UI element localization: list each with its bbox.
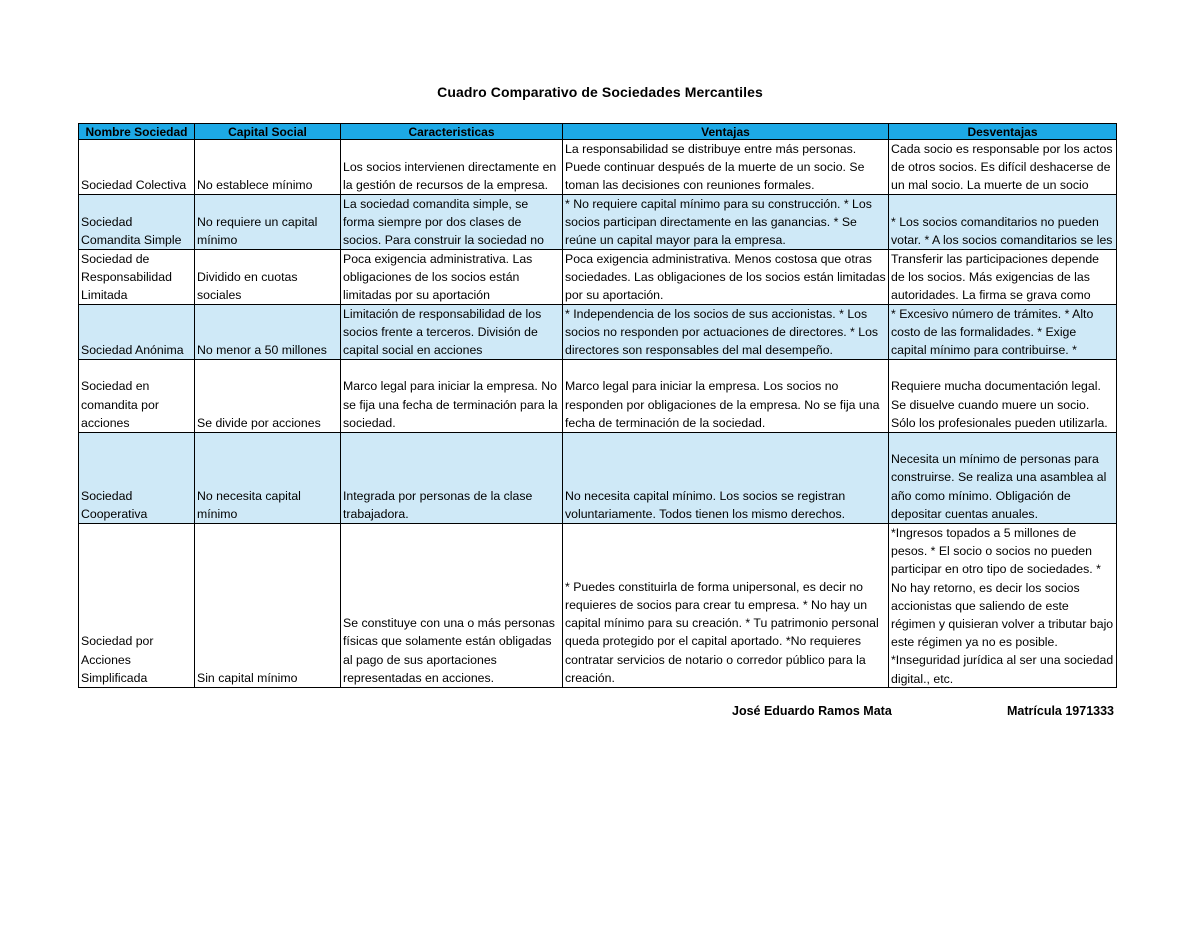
cell-caracteristicas xyxy=(341,360,563,433)
cell-nombre xyxy=(79,195,195,250)
cell-capital xyxy=(195,305,341,360)
cell-desventajas xyxy=(889,360,1117,433)
header-ventajas: Ventajas xyxy=(563,124,889,140)
cell-text: Sin capital mínimo xyxy=(197,670,298,685)
table-row xyxy=(79,195,1117,250)
cell-text: Dividido en cuotas sociales xyxy=(197,269,298,302)
cell-text: Sociedad Colectiva xyxy=(81,177,187,192)
author-name: José Eduardo Ramos Mata xyxy=(732,704,892,718)
table-row xyxy=(79,305,1117,360)
header-desventajas: Desventajas xyxy=(889,124,1117,140)
cell-text: No establece mínimo xyxy=(197,177,313,192)
cell-text: * Los socios comanditarios no pueden votar. * A los socios comanditarios se les xyxy=(891,214,1113,247)
table-row xyxy=(79,360,1117,433)
cell-ventajas xyxy=(563,305,889,360)
header-capital: Capital Social xyxy=(195,124,341,140)
cell-ventajas xyxy=(563,360,889,433)
cell-ventajas xyxy=(563,524,889,688)
header-nombre: Nombre Sociedad xyxy=(79,124,195,140)
cell-desventajas xyxy=(889,140,1117,195)
cell-text: * Puedes constituirla de forma unipersonal, es decir no requieres de socios para crear tu empresa. * No hay un capital mínimo para su creación. * Tu patrimonio personal queda protegido por el capital aportado. *No requieres contratar servicios de notario o corredor público para la creación. xyxy=(565,579,879,685)
cell-text: Marco legal para iniciar la empresa. No se fija una fecha de terminación para la sociedad. xyxy=(343,379,558,430)
cell-capital xyxy=(195,360,341,433)
table-row xyxy=(79,250,1117,305)
cell-text: Cada socio es responsable por los actos de otros socios. Es difícil deshacerse de un mal socio. La muerte de un socio xyxy=(891,142,1113,193)
cell-caracteristicas xyxy=(341,140,563,195)
cell-capital xyxy=(195,195,341,250)
cell-desventajas xyxy=(889,433,1117,524)
cell-caracteristicas xyxy=(341,305,563,360)
cell-desventajas xyxy=(889,250,1117,305)
cell-ventajas xyxy=(563,195,889,250)
cell-nombre xyxy=(79,360,195,433)
cell-text: Poca exigencia administrativa. Menos costosa que otras sociedades. Las obligaciones de los socios están limitadas por su aportación. xyxy=(565,252,886,303)
cell-text: Los socios intervienen directamente en la gestión de recursos de la empresa. xyxy=(343,159,557,192)
cell-ventajas xyxy=(563,250,889,305)
cell-desventajas xyxy=(889,195,1117,250)
cell-nombre xyxy=(79,140,195,195)
table-row xyxy=(79,140,1117,195)
cell-text: *Ingresos topados a 5 millones de pesos. * El socio o socios no pueden participar en otro tipo de sociedades. * No hay retorno, es decir los socios accionistas que saliendo de este régimen y quisieran volver a tributar bajo este régimen ya no es posible. *Inseguridad jurídica al ser una sociedad digital., etc. xyxy=(891,526,1114,686)
cell-capital xyxy=(195,140,341,195)
cell-ventajas xyxy=(563,140,889,195)
cell-nombre xyxy=(79,433,195,524)
cell-text: No requiere un capital mínimo xyxy=(197,214,318,247)
header-row xyxy=(79,124,1117,140)
cell-nombre xyxy=(79,524,195,688)
table-row xyxy=(79,433,1117,524)
document-title: Cuadro Comparativo de Sociedades Mercantiles xyxy=(437,84,763,100)
cell-text: * Independencia de los socios de sus accionistas. * Los socios no responden por actuaciones de directores. * Los directores son responsables del mal desempeño. xyxy=(565,307,879,358)
cell-text: Marco legal para iniciar la empresa. Los socios no responden por obligaciones de la empresa. No se fija una fecha de terminación de la sociedad. xyxy=(565,379,880,430)
cell-text: Sociedad Comandita Simple xyxy=(81,214,182,247)
cell-text: Sociedad por Acciones Simplificada xyxy=(81,634,154,685)
cell-desventajas xyxy=(889,524,1117,688)
cell-text: Se constituye con una o más personas físicas que solamente están obligadas al pago de sus aportaciones representadas en acciones. xyxy=(343,616,555,685)
cell-text: No necesita capital mínimo xyxy=(197,488,301,521)
cell-text: Necesita un mínimo de personas para construirse. Se realiza una asamblea al año como mínimo. Obligación de depositar cuentas anuales. xyxy=(891,452,1107,521)
cell-capital xyxy=(195,524,341,688)
cell-capital xyxy=(195,250,341,305)
cell-ventajas xyxy=(563,433,889,524)
cell-caracteristicas xyxy=(341,524,563,688)
cell-nombre xyxy=(79,250,195,305)
comparison-table xyxy=(78,123,1117,688)
cell-text: Transferir las participaciones depende de los socios. Más exigencias de las autoridades. La firma se grava como xyxy=(891,252,1100,303)
cell-desventajas xyxy=(889,305,1117,360)
cell-capital xyxy=(195,433,341,524)
cell-text: Poca exigencia administrativa. Las obligaciones de los socios están limitadas por su aportación xyxy=(343,252,533,303)
header-caracteristicas: Caracteristicas xyxy=(341,124,563,140)
cell-text: No menor a 50 millones xyxy=(197,342,327,357)
cell-text: * No requiere capital mínimo para su construcción. * Los socios participan directamente en las ganancias. * Se reúne un capital mayor para la empresa. xyxy=(565,197,872,248)
student-id: Matrícula 1971333 xyxy=(1007,704,1115,718)
cell-text: Sociedad en comandita por acciones xyxy=(81,379,159,430)
table-row xyxy=(79,524,1117,688)
cell-text: Limitación de responsabilidad de los socios frente a terceros. División de capital social en acciones xyxy=(343,307,542,358)
cell-caracteristicas xyxy=(341,433,563,524)
cell-text: Sociedad Anónima xyxy=(81,342,184,357)
cell-nombre xyxy=(79,305,195,360)
cell-text: Requiere mucha documentación legal. Se disuelve cuando muere un socio. Sólo los profesionales pueden utilizarla. xyxy=(891,379,1108,430)
cell-caracteristicas xyxy=(341,195,563,250)
cell-text: La responsabilidad se distribuye entre más personas. Puede continuar después de la muerte de un socio. Se toman las decisiones con reuniones formales. xyxy=(565,142,865,193)
cell-text: Sociedad de Responsabilidad Limitada xyxy=(81,252,172,303)
cell-text: Sociedad Cooperativa xyxy=(81,488,148,521)
cell-text: Se divide por acciones xyxy=(197,415,321,430)
cell-text: Integrada por personas de la clase trabajadora. xyxy=(343,488,533,521)
cell-text: * Excesivo número de trámites. * Alto costo de las formalidades. * Exige capital mínimo para contribuirse. * xyxy=(891,307,1094,358)
cell-caracteristicas xyxy=(341,250,563,305)
cell-text: No necesita capital mínimo. Los socios se registran voluntariamente. Todos tienen los mismo derechos. xyxy=(565,488,846,521)
cell-text: La sociedad comandita simple, se forma siempre por dos clases de socios. Para construir la sociedad no xyxy=(343,197,544,248)
